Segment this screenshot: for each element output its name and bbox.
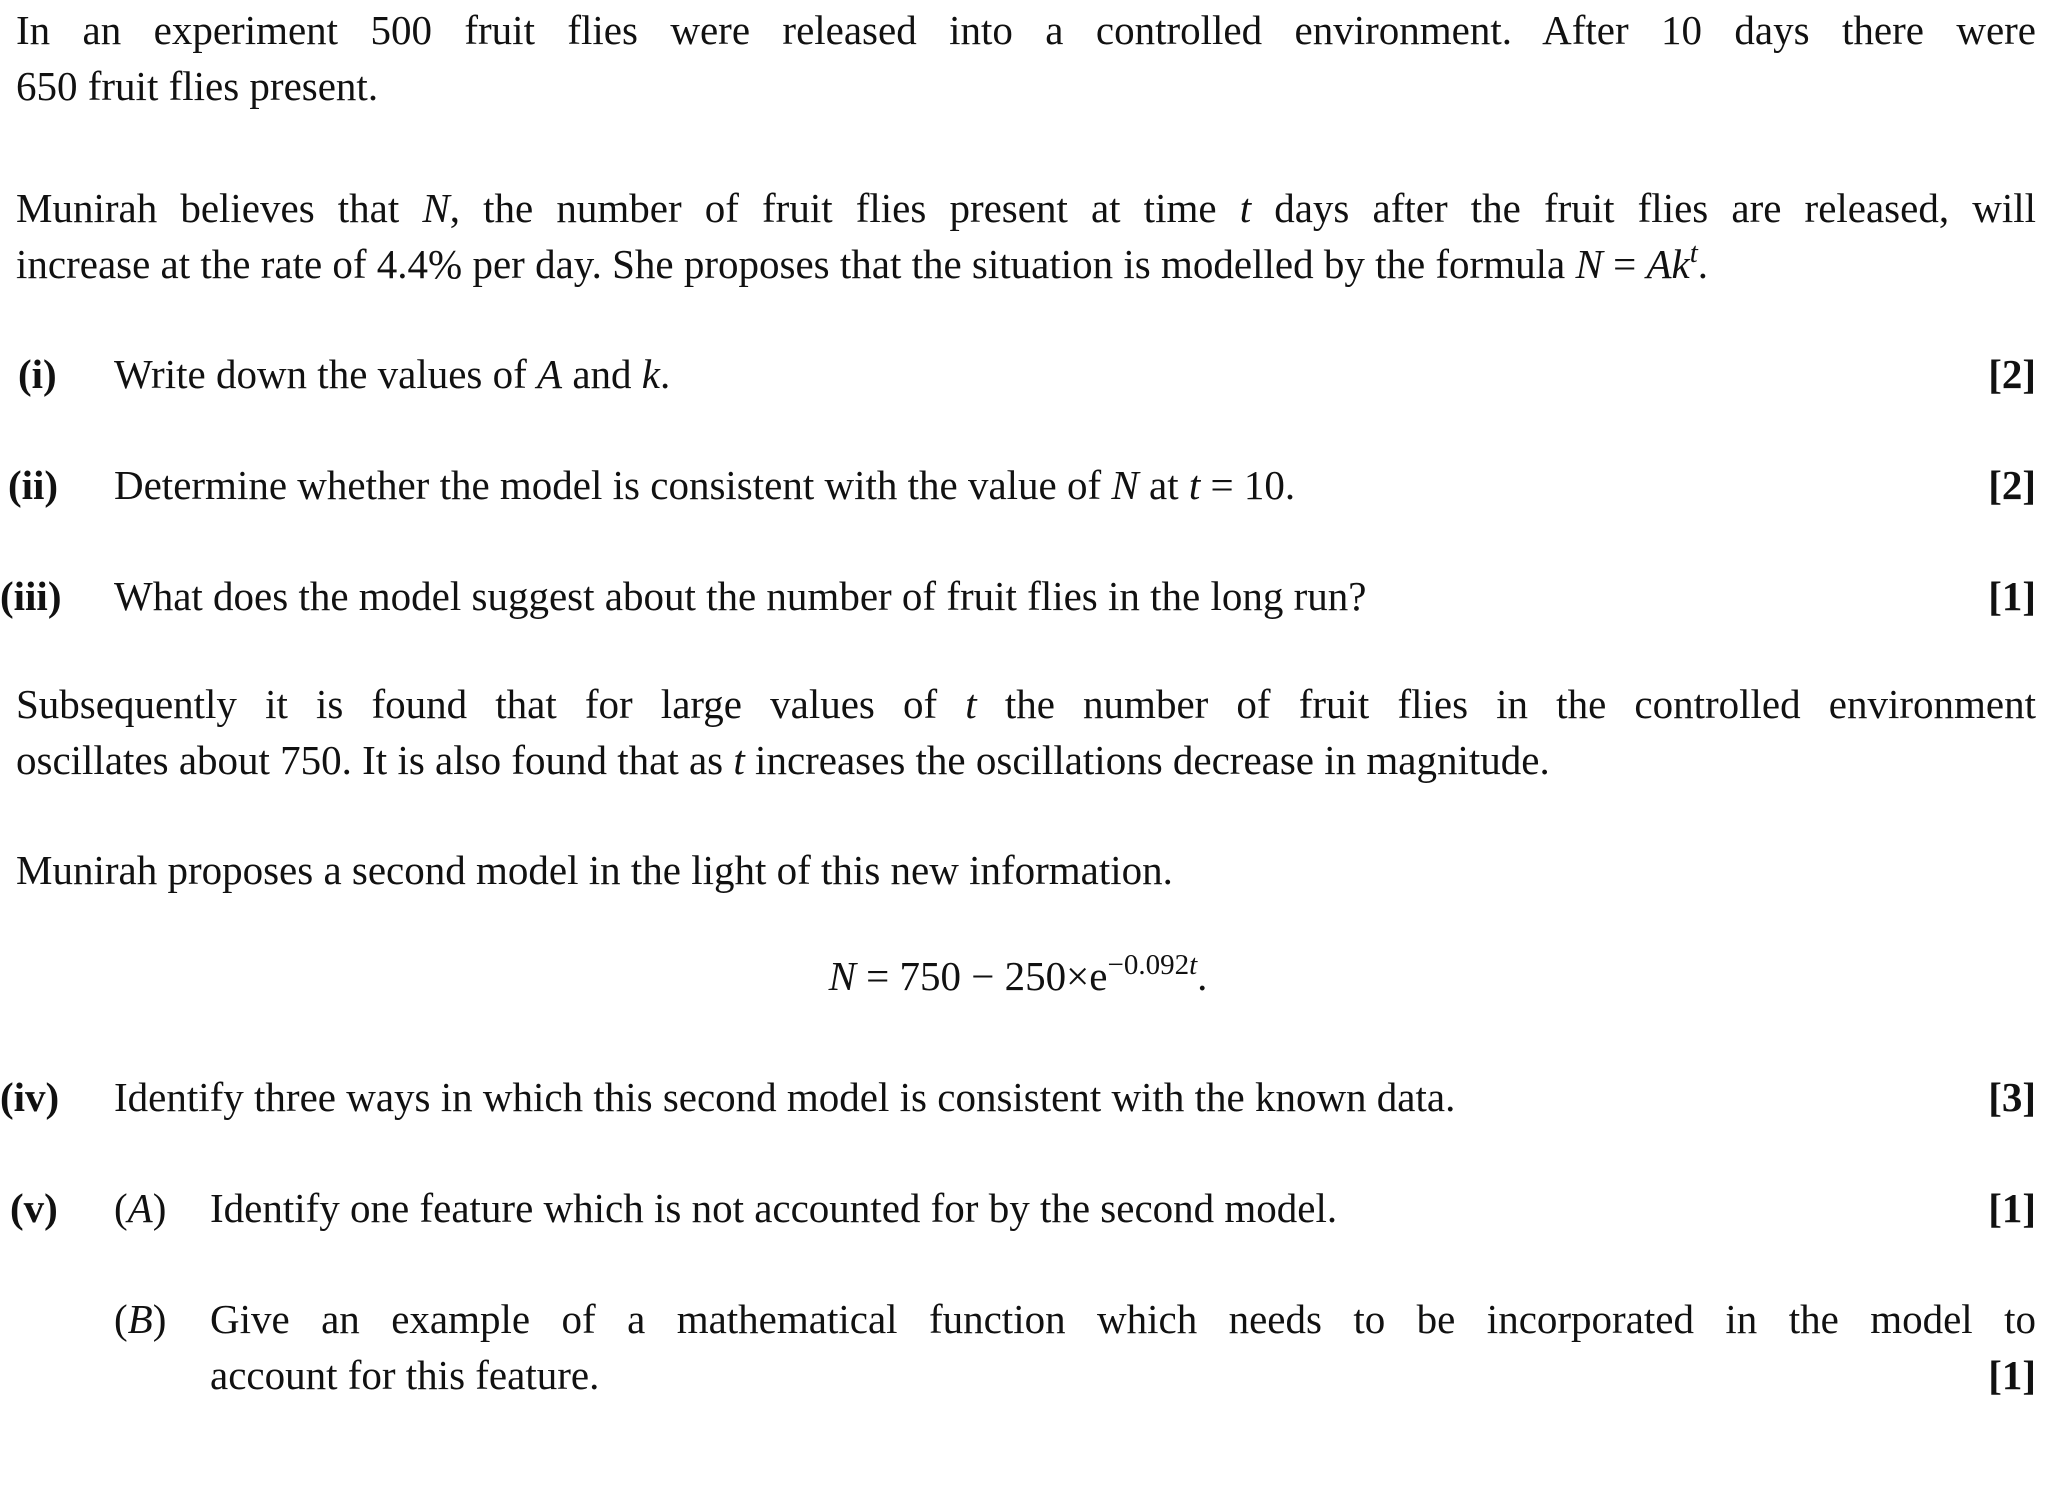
question-marks: [3] [1988, 1074, 2036, 1120]
question-marks: [1] [1988, 573, 2036, 619]
question-iii [0, 568, 2036, 624]
intro-line-1: In an experiment 500 fruit flies were released into a controlled environment. After 10 days there were [16, 7, 2036, 53]
question-v-part-b [0, 1291, 2036, 1403]
question-text: Give an example of a mathematical function which needs to be incorporated in the model to account for this feature. [210, 1296, 2036, 1398]
question-text: Determine whether the model is consistent with the value of N at t = 10. [114, 462, 1296, 508]
question-number: (iv) [0, 1074, 60, 1120]
question-text: Identify three ways in which this second model is consistent with the known data. [114, 1074, 1456, 1120]
question-i [0, 346, 2036, 402]
model2-intro: Munirah proposes a second model in the light of this new information. [16, 847, 1173, 893]
part-label: (A) [114, 1185, 167, 1231]
question-marks: [2] [1988, 351, 2036, 397]
subsequent-paragraph [16, 676, 2036, 788]
question-number: (iii) [0, 573, 62, 619]
intro-line-2: 650 fruit flies present. [16, 63, 379, 109]
question-number: (v) [10, 1185, 58, 1231]
model1-line-1: Munirah believes that N, the number of fruit flies present at time t days after the fruit flies are released, will [16, 185, 2036, 231]
question-text: Write down the values of A and k. [114, 351, 671, 397]
question-text: Identify one feature which is not accounted for by the second model. [210, 1185, 1338, 1231]
model1-paragraph [16, 180, 2036, 292]
question-ii [0, 457, 2036, 513]
question-text: What does the model suggest about the number of fruit flies in the long run? [114, 573, 1367, 619]
formula-exponent: −0.092t [1107, 949, 1198, 981]
model2-formula: $N = 750 - 250\times e^{-0.092t}$. [828, 949, 1208, 999]
subsequent-line-2: oscillates about 750. It is also found that as t increases the oscillations decrease in magnitude. [16, 737, 1550, 783]
intro-paragraph [16, 2, 2036, 114]
question-number: (ii) [8, 462, 59, 508]
question-iv [0, 1069, 2036, 1125]
model1-formula: $N = Ak^t$. [1575, 237, 1708, 287]
question-v-part-a [0, 1180, 2036, 1236]
question-marks: [1] [1988, 1352, 2036, 1398]
question-marks: [1] [1988, 1185, 2036, 1231]
part-label: (B) [114, 1296, 167, 1342]
question-number: (i) [18, 351, 57, 397]
question-marks: [2] [1988, 462, 2036, 508]
subsequent-line-1: Subsequently it is found that for large values of t the number of fruit flies in the controlled environment [16, 681, 2036, 727]
model1-line-2: increase at the rate of 4.4% per day. She proposes that the situation is modelled by the formula $N = Ak^t$. [16, 237, 1708, 287]
